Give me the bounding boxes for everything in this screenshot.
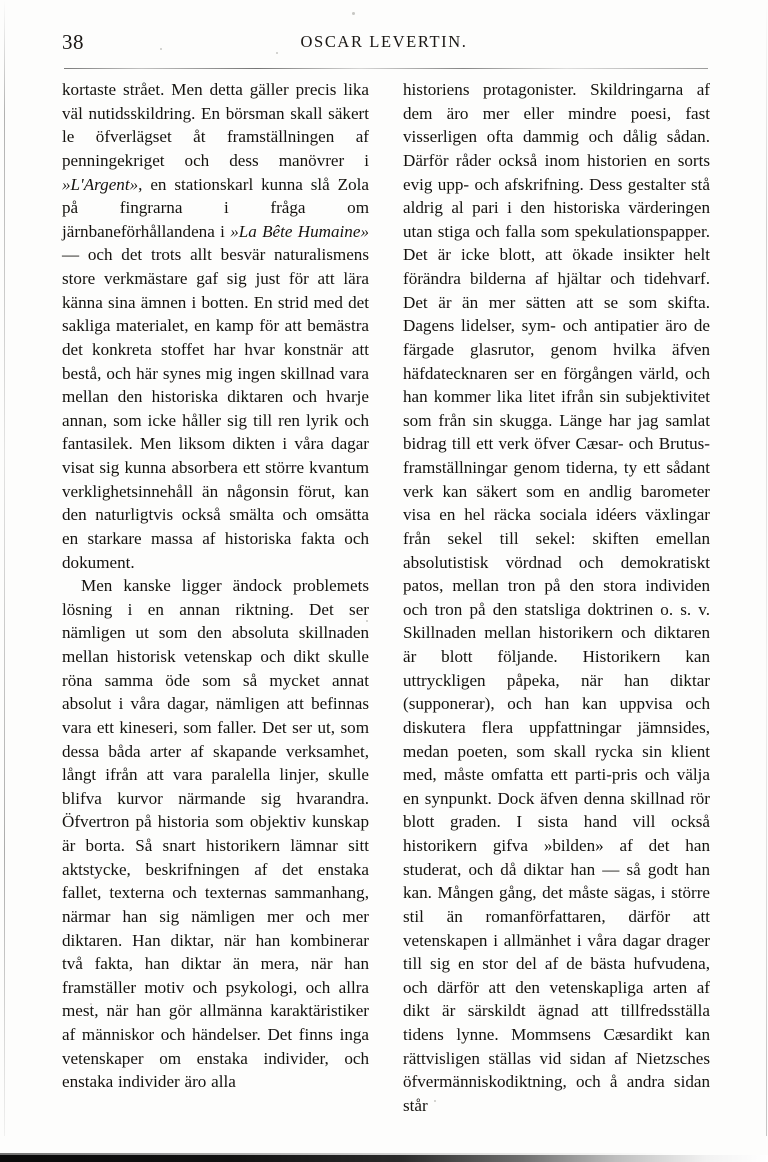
page-header [62,30,706,64]
scan-edge-right [766,0,767,1136]
paragraph: historiens protagonister. Skildringarna af dem äro mer eller mindre poesi, fast visserligen ofta dammig och dålig sådan. Därför råder också inom historien en sorts evig upp- och afskrifning. Dess gestalter stå aldrig al pari i den historiska värderingen utan stiga och falla som spekulationspapper. Det är icke blott, att ökade insikter helt förändra bilderna af hjältar och tidehvarf. Det är än mer sätten att se som skifta. Dagens lidelser, sym- och antipatier äro de färgade glasrutor, genom hvilka äfven häfdatecknaren ser en förgången värld, och han kommer lika litet ifrån sin subjektivitet som från sin skugga. Länge har jag samlat bidrag till ett verk öfver Cæsar- och Brutus-framställningar genom tiderna, ty ett sådant verk kan säkert som en andlig barometer visa en hel räcka sociala idéers växlingar från sekel till sekel: skiften emellan absolutistisk vördnad och demokratiskt patos, mellan tron på den stora individen och tron på den statsliga doktrinen o. s. v. Skillnaden mellan historikern och diktaren är blott följande. Historikern kan uttryckligen påpeka, när han diktar (supponerar), och han kan uppvisa och diskutera flera uppfattningar jämnsides, medan poeten, som skall rycka sin klient med, måste omfatta ett parti-pris och välja en synpunkt. Dock äfven denna skillnad rör blott graden. I sista hand vill också historikern gifva »bilden» af det han studerat, och då diktar han — så godt han kan. Mången gång, det måste sägas, i större stil än romanförfattaren, därför att vetenskapen i allmänhet i våra dagar drager till sig en stor del af de bästa hufvudena, och därför att den vetenskapliga arten af dikt är särskildt ägnad att tillfredsställa tidens lynne. Mommsens Cæsardikt kan rättvisligen ställas vid sidan af Nietzsches öfvermänniskodiktning, och å andra sidan står [403,80,710,1115]
scan-edge-bottom [0,1155,768,1162]
scan-edge-left [4,0,5,1136]
paragraph: kortaste strået. Men detta gäller precis lika väl nutidsskildring. En börsman skall säkert le öfverlägset åt framställningen af penningekriget och dess manövrer i »L'Argent», en stationskarl kunna slå Zola på fingrarna i fråga om järnbaneförhållandena i »La Bête Humaine» — och det trots allt besvär naturalismens store verkmästare gaf sig just för att lära känna sina ämnen i botten. En strid med det sakliga materialet, en kamp för att bemästra det konkreta stoffet har hvar konstnär att bestå, och här synes mig ingen skillnad vara mellan den historiska diktaren och hvarje annan, som icke håller sig till ren lyrik och fantasilek. Men liksom dikten i våra dagar visat sig kunna absorbera ett större kvantum verklighetsinnehåll än någonsin förut, kan den naturligtvis också smälta och omsätta en starkare massa af historiska fakta och dokument. [62,80,369,572]
scan-speck [352,12,355,15]
italic-title: »L'Argent» [62,174,139,194]
folio-number: 38 [62,30,84,54]
column-right [403,78,710,1118]
column-left [62,78,369,1118]
text-body [62,78,710,1118]
paragraph: Men kanske ligger ändock problemets lösning i en annan riktning. Det ser nämligen ut som den absoluta skillnaden mellan historisk vetenskap och dikt skulle röna samma öde som så mycket annat absolut i våra dagar, nämligen att befinnas vara ett kineseri, som faller. Det ser ut, som dessa båda arter af skapande verksamhet, långt ifrån att vara paralella linjer, skulle blifva kurvor närmande sig hvarandra. Öfvertron på historia som objektiv kunskap är borta. Så snart historikern lämnar sitt aktstycke, beskrifningen af det enstaka fallet, texterna och texternas sammanhang, närmar han sig nämligen mer och mer diktaren. Han diktar, när han kombinerar två fakta, han diktar än mera, när han framställer motiv och psykologi, och allra mest, när han gör allmänna karaktäristiker af människor och händelser. Det finns inga vetenskaper om enstaka individer, och enstaka individer äro alla [62,576,369,1092]
running-head: OSCAR LEVERTIN. [300,32,468,51]
header-rule [64,68,708,69]
italic-title: »La Bête Humaine» [230,221,369,241]
